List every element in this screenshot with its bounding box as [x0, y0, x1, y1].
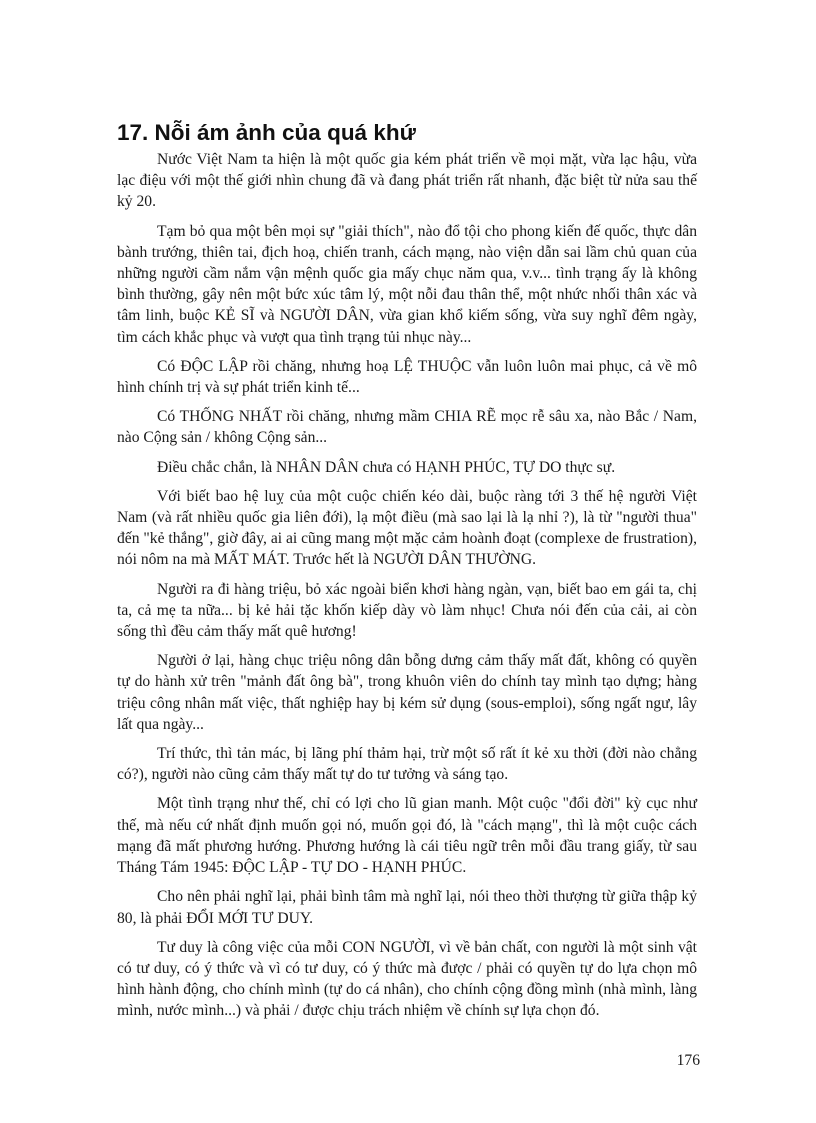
paragraph: Tư duy là công việc của mỗi CON NGƯỜI, vì về bản chất, con người là một sinh vật có tư duy, có ý thức và vì có tư duy, có ý thức mà được / phải có quyền tự do lựa chọn mô hình hành động, cho chính mình (tự do cá nhân), cho chính cộng đồng mình (nhà mình, làng mình, nước mình...) và phải / được chịu trách nhiệm về chính sự lựa chọn đó.	[117, 938, 697, 1020]
chapter-title: 17. Nỗi ám ảnh của quá khứ	[117, 120, 416, 145]
page-content	[117, 118, 697, 1030]
paragraph: Người ra đi hàng triệu, bỏ xác ngoài biển khơi hàng ngàn, vạn, biết bao em gái ta, chị ta, cả mẹ ta nữa... bị kẻ hải tặc khốn kiếp dày vò làm nhục! Chưa nói đến của cải, ai còn sống thì đều cảm thấy mất quê hương!	[117, 580, 697, 641]
paragraph: Cho nên phải nghĩ lại, phải bình tâm mà nghĩ lại, nói theo thời thượng từ giữa thập kỷ 80, là phải ĐỔI MỚI TƯ DUY.	[117, 888, 697, 927]
paragraph: Nước Việt Nam ta hiện là một quốc gia kém phát triển về mọi mặt, vừa lạc hậu, vừa lạc điệu với một thế giới nhìn chung đã và đang phát triển rất nhanh, đặc biệt từ nửa sau thế kỷ 20.	[117, 151, 697, 211]
paragraph: Một tình trạng như thế, chỉ có lợi cho lũ gian manh. Một cuộc "đổi đời" kỳ cục như thế, mà nếu cứ nhất định muốn gọi nó, muốn gọi đó, là "cách mạng", thì là một cuộc cách mạng đã mất phương hướng. Phương hướng là cái tiêu ngữ trên mỗi đầu trang giấy, từ sau Tháng Tám 1945: ĐỘC LẬP - TỰ DO - HẠNH PHÚC.	[117, 795, 697, 877]
paragraph: Người ở lại, hàng chục triệu nông dân bỗng dưng cảm thấy mất đất, không có quyền tự do hành xử trên "mảnh đất ông bà", trong khuôn viên do chính tay mình tạo dựng; hàng triệu công nhân mất việc, thất nghiệp hay bị kém sử dụng (sous-emploi), sống ngất ngư, lây lất qua ngày...	[117, 652, 697, 733]
paragraph: Có ĐỘC LẬP rồi chăng, nhưng hoạ LỆ THUỘC vẫn luôn luôn mai phục, cả về mô hình chính trị và sự phát triển kinh tế...	[117, 357, 697, 397]
paragraph: Tạm bỏ qua một bên mọi sự "giải thích", nào đổ tội cho phong kiến đế quốc, thực dân bành trướng, thiên tai, địch hoạ, chiến tranh, cách mạng, nào viện dẫn sai lầm chủ quan của những người cầm nắm vận mệnh quốc gia mấy chục năm qua, v.v... tình trạng ấy là không bình thường, gây nên một bức xúc tâm lý, một nỗi đau thân thể, một nhức nhối thân xác và tâm linh, buộc KẺ SĨ và NGƯỜI DÂN, vừa gian khổ kiếm sống, vừa suy nghĩ đêm ngày, tìm cách khắc phục và vượt qua tình trạng tủi nhục này...	[117, 222, 697, 346]
paragraph: Trí thức, thì tản mác, bị lãng phí thảm hại, trừ một số rất ít kẻ xu thời (đời nào chẳng có?), người nào cũng cảm thấy mất tự do tư tưởng và sáng tạo.	[117, 745, 697, 784]
paragraph: Có THỐNG NHẤT rồi chăng, nhưng mầm CHIA RẼ mọc rễ sâu xa, nào Bắc / Nam, nào Cộng sản / không Cộng sản...	[117, 408, 697, 447]
paragraph: Với biết bao hệ luỵ của một cuộc chiến kéo dài, buộc ràng tới 3 thế hệ người Việt Nam (và rất nhiều quốc gia liên đới), lạ một điều (mà sao lại là lạ nhỉ ?), là từ "người thua" đến "kẻ thắng", giờ đây, ai ai cũng mang một mặc cảm hoành đoạt (complexe de frustration), nói nôm na mà MẤT MÁT. Trước hết là NGƯỜI DÂN THƯỜNG.	[117, 487, 697, 569]
paragraph: Điều chắc chắn, là NHÂN DÂN chưa có HẠNH PHÚC, TỰ DO thực sự.	[157, 458, 616, 476]
page-number: 176	[676, 1052, 700, 1069]
